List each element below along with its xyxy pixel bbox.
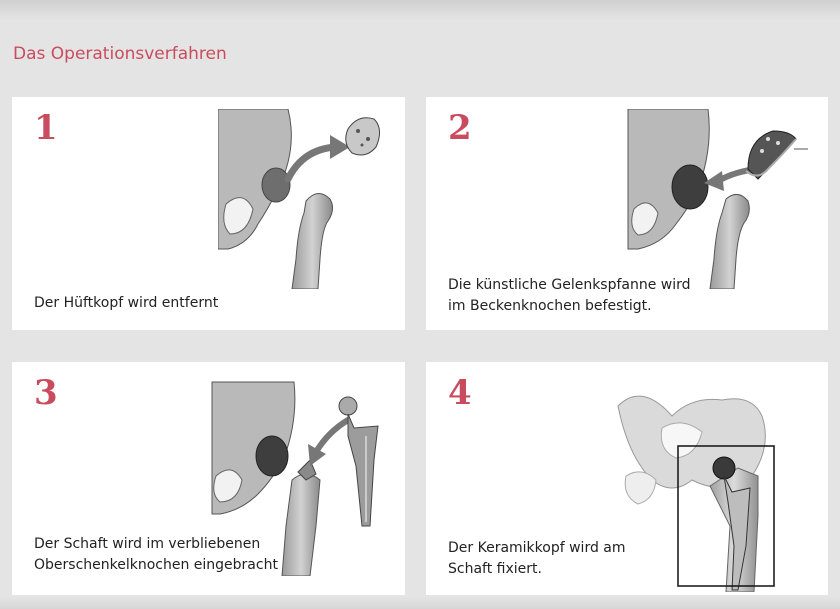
caption-line: im Beckenknochen befestigt.	[448, 298, 652, 314]
step-panel-4	[426, 362, 828, 595]
top-texture-band	[0, 0, 840, 22]
hip-illustration-step-2	[618, 109, 808, 289]
step-caption-1	[34, 293, 218, 314]
page-heading: Das Operationsverfahren	[13, 44, 227, 64]
step-caption-4	[448, 538, 626, 580]
step-caption-3	[34, 534, 278, 576]
caption-line: Oberschenkelknochen eingebracht	[34, 557, 278, 573]
hip-illustration-step-1	[218, 109, 398, 289]
step-number-2: 2	[448, 108, 472, 148]
step-number-4: 4	[448, 373, 472, 413]
step-caption-2	[448, 275, 691, 317]
step-number-1: 1	[34, 108, 58, 148]
step-panel-3	[12, 362, 405, 595]
hip-illustration-step-4	[612, 376, 812, 592]
step-number-3: 3	[34, 373, 58, 413]
caption-line: Der Schaft wird im verbliebenen	[34, 536, 261, 552]
caption-line: Schaft fixiert.	[448, 561, 542, 577]
caption-line: Die künstliche Gelenkspfanne wird	[448, 277, 691, 293]
caption-line: Der Keramikkopf wird am	[448, 540, 626, 556]
step-panel-2	[426, 97, 828, 330]
step-panel-1	[12, 97, 405, 330]
caption-line: Der Hüftkopf wird entfernt	[34, 295, 219, 311]
bottom-texture-band	[0, 595, 840, 609]
